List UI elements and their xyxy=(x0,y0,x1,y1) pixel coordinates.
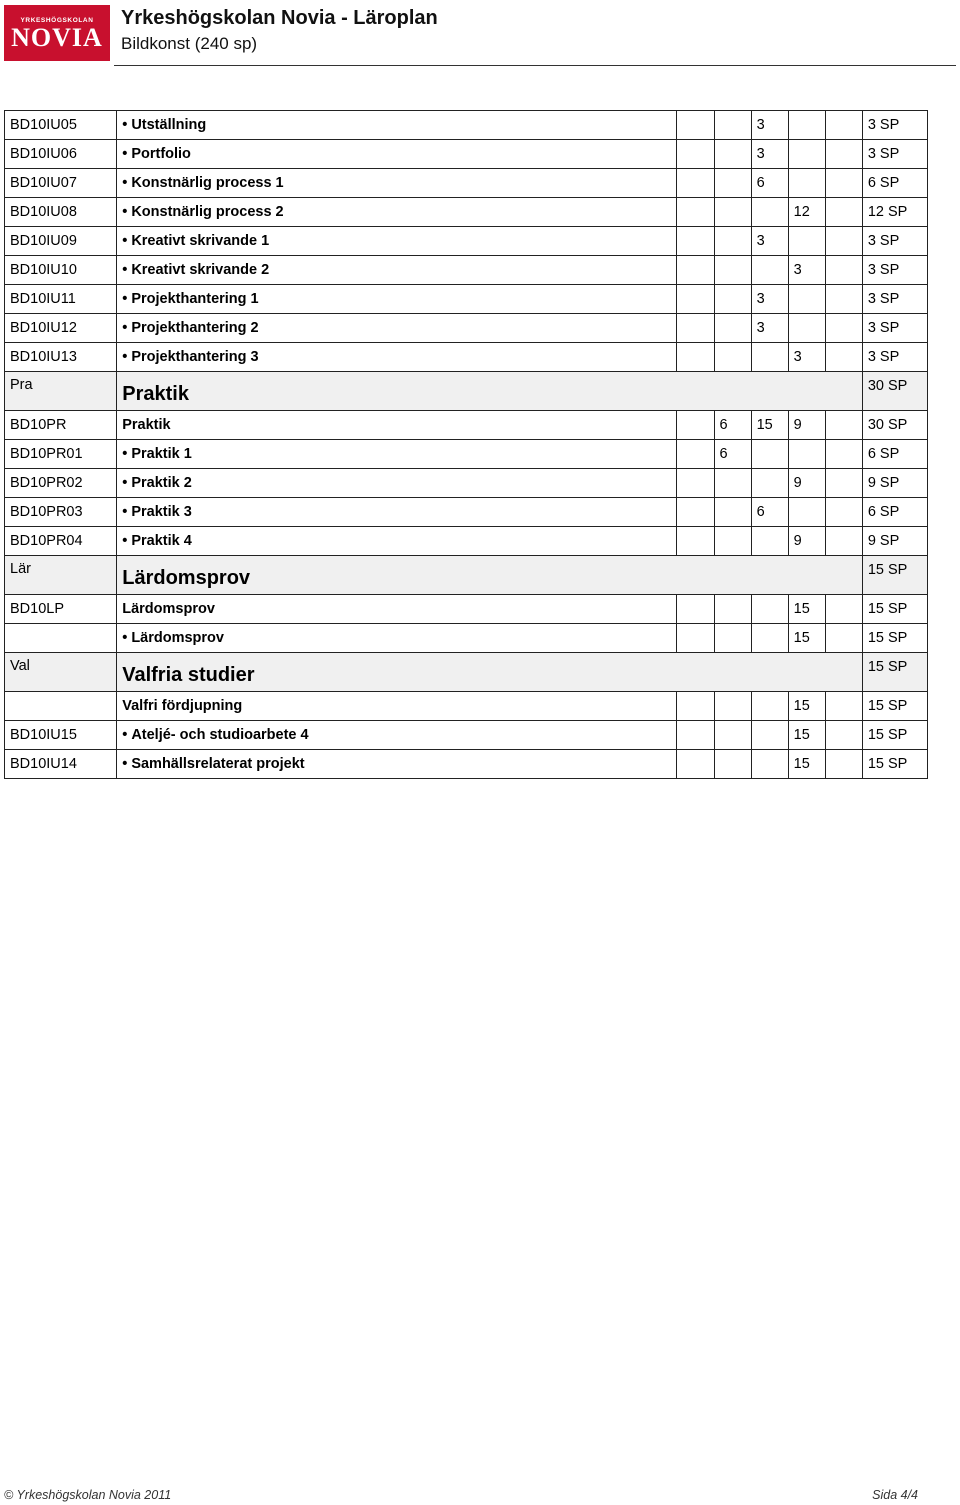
course-code: BD10IU06 xyxy=(5,140,117,169)
course-name-cell xyxy=(117,169,677,198)
year-5-credits xyxy=(825,111,862,140)
bullet-icon: • xyxy=(122,630,128,646)
year-2-credits xyxy=(714,256,751,285)
year-3-credits xyxy=(751,692,788,721)
total-credits: 15 SP xyxy=(862,692,927,721)
group-name: Lärdomsprov xyxy=(117,595,677,624)
year-5-credits xyxy=(825,169,862,198)
year-4-credits: 3 xyxy=(788,343,825,372)
year-1-credits xyxy=(677,750,714,779)
year-1-credits xyxy=(677,498,714,527)
section-code: Lär xyxy=(5,556,117,595)
year-5-credits xyxy=(825,314,862,343)
group-row xyxy=(5,411,928,440)
year-2-credits xyxy=(714,595,751,624)
year-4-credits xyxy=(788,314,825,343)
year-3-credits: 3 xyxy=(751,314,788,343)
year-2-credits xyxy=(714,343,751,372)
year-2-credits xyxy=(714,750,751,779)
course-name: Praktik 2 xyxy=(131,475,192,491)
course-name-cell xyxy=(117,440,677,469)
course-row xyxy=(5,721,928,750)
year-4-credits xyxy=(788,440,825,469)
year-1-credits xyxy=(677,198,714,227)
course-code xyxy=(5,624,117,653)
course-code: BD10IU13 xyxy=(5,343,117,372)
year-5-credits xyxy=(825,469,862,498)
year-4-credits: 15 xyxy=(788,595,825,624)
total-credits: 3 SP xyxy=(862,256,927,285)
course-name-cell xyxy=(117,750,677,779)
total-credits: 15 SP xyxy=(862,721,927,750)
year-1-credits xyxy=(677,624,714,653)
course-name-cell xyxy=(117,227,677,256)
year-1-credits xyxy=(677,314,714,343)
year-4-credits xyxy=(788,227,825,256)
course-row xyxy=(5,111,928,140)
bullet-icon: • xyxy=(122,117,128,133)
course-name-cell xyxy=(117,498,677,527)
total-credits: 3 SP xyxy=(862,140,927,169)
total-credits: 3 SP xyxy=(862,227,927,256)
year-4-credits: 9 xyxy=(788,411,825,440)
year-5-credits xyxy=(825,227,862,256)
course-name: Kreativt skrivande 2 xyxy=(131,262,270,278)
course-name-cell xyxy=(117,343,677,372)
year-3-credits: 6 xyxy=(751,498,788,527)
total-credits: 3 SP xyxy=(862,314,927,343)
year-4-credits xyxy=(788,111,825,140)
course-name: Praktik 1 xyxy=(131,446,192,462)
course-name-cell xyxy=(117,527,677,556)
year-3-credits xyxy=(751,624,788,653)
course-name-cell xyxy=(117,198,677,227)
course-row xyxy=(5,285,928,314)
year-3-credits xyxy=(751,343,788,372)
course-name: Praktik 4 xyxy=(131,533,192,549)
bullet-icon: • xyxy=(122,756,128,772)
year-4-credits xyxy=(788,169,825,198)
course-row xyxy=(5,469,928,498)
course-name: Ateljé- och studioarbete 4 xyxy=(131,727,309,743)
group-row xyxy=(5,595,928,624)
year-5-credits xyxy=(825,498,862,527)
total-credits: 15 SP xyxy=(862,624,927,653)
footer-copyright: © Yrkeshögskolan Novia 2011 xyxy=(4,1488,172,1502)
course-code: BD10IU14 xyxy=(5,750,117,779)
year-4-credits: 15 xyxy=(788,750,825,779)
bullet-icon: • xyxy=(122,320,128,336)
group-name: Valfri fördjupning xyxy=(117,692,677,721)
bullet-icon: • xyxy=(122,262,128,278)
footer-page-number: Sida 4/4 xyxy=(872,1488,918,1502)
total-credits: 3 SP xyxy=(862,343,927,372)
course-code: BD10PR03 xyxy=(5,498,117,527)
year-5-credits xyxy=(825,692,862,721)
year-1-credits xyxy=(677,343,714,372)
course-name: Samhällsrelaterat projekt xyxy=(131,756,305,772)
year-5-credits xyxy=(825,411,862,440)
course-code: BD10PR04 xyxy=(5,527,117,556)
total-credits: 9 SP xyxy=(862,469,927,498)
year-2-credits xyxy=(714,721,751,750)
course-code: BD10IU05 xyxy=(5,111,117,140)
course-row xyxy=(5,440,928,469)
total-credits: 15 SP xyxy=(862,595,927,624)
section-row xyxy=(5,653,928,692)
year-3-credits: 6 xyxy=(751,169,788,198)
course-row xyxy=(5,314,928,343)
year-2-credits xyxy=(714,198,751,227)
course-name: Projekthantering 2 xyxy=(131,320,259,336)
course-row xyxy=(5,343,928,372)
year-5-credits xyxy=(825,527,862,556)
bullet-icon: • xyxy=(122,291,128,307)
year-3-credits xyxy=(751,721,788,750)
total-credits: 3 SP xyxy=(862,285,927,314)
course-row xyxy=(5,750,928,779)
bullet-icon: • xyxy=(122,349,128,365)
year-4-credits: 3 xyxy=(788,256,825,285)
group-row xyxy=(5,692,928,721)
course-code: BD10PR xyxy=(5,411,117,440)
year-5-credits xyxy=(825,256,862,285)
year-3-credits xyxy=(751,440,788,469)
course-name: Konstnärlig process 1 xyxy=(131,175,284,191)
course-name: Portfolio xyxy=(131,146,191,162)
year-2-credits: 6 xyxy=(714,440,751,469)
group-name: Praktik xyxy=(117,411,677,440)
year-5-credits xyxy=(825,624,862,653)
course-code: BD10LP xyxy=(5,595,117,624)
curriculum-table xyxy=(4,110,928,779)
course-name-cell xyxy=(117,721,677,750)
total-credits: 12 SP xyxy=(862,198,927,227)
course-code: BD10IU11 xyxy=(5,285,117,314)
course-name: Praktik 3 xyxy=(131,504,192,520)
year-4-credits: 9 xyxy=(788,469,825,498)
course-name: Projekthantering 3 xyxy=(131,349,259,365)
year-2-credits: 6 xyxy=(714,411,751,440)
course-code: BD10IU09 xyxy=(5,227,117,256)
section-row xyxy=(5,556,928,595)
total-credits: 3 SP xyxy=(862,111,927,140)
year-2-credits xyxy=(714,169,751,198)
course-code: BD10PR02 xyxy=(5,469,117,498)
year-1-credits xyxy=(677,227,714,256)
course-name: Lärdomsprov xyxy=(131,630,224,646)
year-2-credits xyxy=(714,140,751,169)
course-row xyxy=(5,498,928,527)
bullet-icon: • xyxy=(122,175,128,191)
course-name: Projekthantering 1 xyxy=(131,291,259,307)
year-5-credits xyxy=(825,140,862,169)
course-row xyxy=(5,227,928,256)
logo-big-text: NOVIA xyxy=(11,22,103,52)
bullet-icon: • xyxy=(122,233,128,249)
year-5-credits xyxy=(825,595,862,624)
course-row xyxy=(5,256,928,285)
course-name-cell xyxy=(117,256,677,285)
course-code xyxy=(5,692,117,721)
year-1-credits xyxy=(677,140,714,169)
year-5-credits xyxy=(825,285,862,314)
course-name: Kreativt skrivande 1 xyxy=(131,233,270,249)
bullet-icon: • xyxy=(122,446,128,462)
section-title: Lärdomsprov xyxy=(117,556,863,595)
year-2-credits xyxy=(714,624,751,653)
year-3-credits: 3 xyxy=(751,227,788,256)
year-1-credits xyxy=(677,285,714,314)
page-subtitle: Bildkonst (240 sp) xyxy=(121,34,258,53)
total-credits: 9 SP xyxy=(862,527,927,556)
year-3-credits xyxy=(751,256,788,285)
course-code: BD10IU12 xyxy=(5,314,117,343)
year-1-credits xyxy=(677,411,714,440)
course-name-cell xyxy=(117,624,677,653)
course-code: BD10IU15 xyxy=(5,721,117,750)
course-name-cell xyxy=(117,140,677,169)
year-2-credits xyxy=(714,111,751,140)
year-5-credits xyxy=(825,721,862,750)
section-credits: 15 SP xyxy=(862,653,927,692)
year-4-credits xyxy=(788,140,825,169)
year-2-credits xyxy=(714,285,751,314)
year-2-credits xyxy=(714,314,751,343)
year-4-credits: 15 xyxy=(788,692,825,721)
year-1-credits xyxy=(677,721,714,750)
total-credits: 15 SP xyxy=(862,750,927,779)
course-code: BD10IU10 xyxy=(5,256,117,285)
total-credits: 6 SP xyxy=(862,440,927,469)
section-credits: 30 SP xyxy=(862,372,927,411)
year-5-credits xyxy=(825,198,862,227)
section-row xyxy=(5,372,928,411)
year-1-credits xyxy=(677,527,714,556)
bullet-icon: • xyxy=(122,727,128,743)
course-name-cell xyxy=(117,314,677,343)
year-3-credits xyxy=(751,595,788,624)
course-name: Utställning xyxy=(131,117,207,133)
year-1-credits xyxy=(677,440,714,469)
course-row xyxy=(5,140,928,169)
year-4-credits xyxy=(788,498,825,527)
curriculum-table-body xyxy=(5,111,928,779)
section-title: Valfria studier xyxy=(117,653,863,692)
logo-small-text: YRKESHÖGSKOLAN xyxy=(20,16,94,24)
course-name-cell xyxy=(117,469,677,498)
year-3-credits: 3 xyxy=(751,111,788,140)
year-1-credits xyxy=(677,469,714,498)
year-2-credits xyxy=(714,692,751,721)
year-3-credits xyxy=(751,527,788,556)
year-2-credits xyxy=(714,527,751,556)
year-4-credits: 12 xyxy=(788,198,825,227)
total-credits: 30 SP xyxy=(862,411,927,440)
total-credits: 6 SP xyxy=(862,498,927,527)
course-row xyxy=(5,624,928,653)
course-row xyxy=(5,198,928,227)
novia-logo xyxy=(4,5,110,61)
year-1-credits xyxy=(677,692,714,721)
section-code: Pra xyxy=(5,372,117,411)
year-3-credits: 3 xyxy=(751,140,788,169)
year-2-credits xyxy=(714,227,751,256)
year-3-credits xyxy=(751,198,788,227)
course-code: BD10IU08 xyxy=(5,198,117,227)
header-divider xyxy=(114,65,956,66)
section-credits: 15 SP xyxy=(862,556,927,595)
year-3-credits xyxy=(751,750,788,779)
year-4-credits: 15 xyxy=(788,721,825,750)
year-1-credits xyxy=(677,595,714,624)
course-name-cell xyxy=(117,285,677,314)
year-4-credits xyxy=(788,285,825,314)
bullet-icon: • xyxy=(122,204,128,220)
year-5-credits xyxy=(825,440,862,469)
course-row xyxy=(5,527,928,556)
year-4-credits: 9 xyxy=(788,527,825,556)
year-3-credits xyxy=(751,469,788,498)
bullet-icon: • xyxy=(122,504,128,520)
year-5-credits xyxy=(825,750,862,779)
bullet-icon: • xyxy=(122,146,128,162)
total-credits: 6 SP xyxy=(862,169,927,198)
year-4-credits: 15 xyxy=(788,624,825,653)
page-title: Yrkeshögskolan Novia - Läroplan xyxy=(121,7,438,29)
year-1-credits xyxy=(677,169,714,198)
year-1-credits xyxy=(677,256,714,285)
year-3-credits: 3 xyxy=(751,285,788,314)
course-name-cell xyxy=(117,111,677,140)
section-code: Val xyxy=(5,653,117,692)
year-1-credits xyxy=(677,111,714,140)
bullet-icon: • xyxy=(122,475,128,491)
year-3-credits: 15 xyxy=(751,411,788,440)
course-name: Konstnärlig process 2 xyxy=(131,204,284,220)
year-5-credits xyxy=(825,343,862,372)
course-code: BD10IU07 xyxy=(5,169,117,198)
course-row xyxy=(5,169,928,198)
bullet-icon: • xyxy=(122,533,128,549)
year-2-credits xyxy=(714,469,751,498)
year-2-credits xyxy=(714,498,751,527)
section-title: Praktik xyxy=(117,372,863,411)
course-code: BD10PR01 xyxy=(5,440,117,469)
